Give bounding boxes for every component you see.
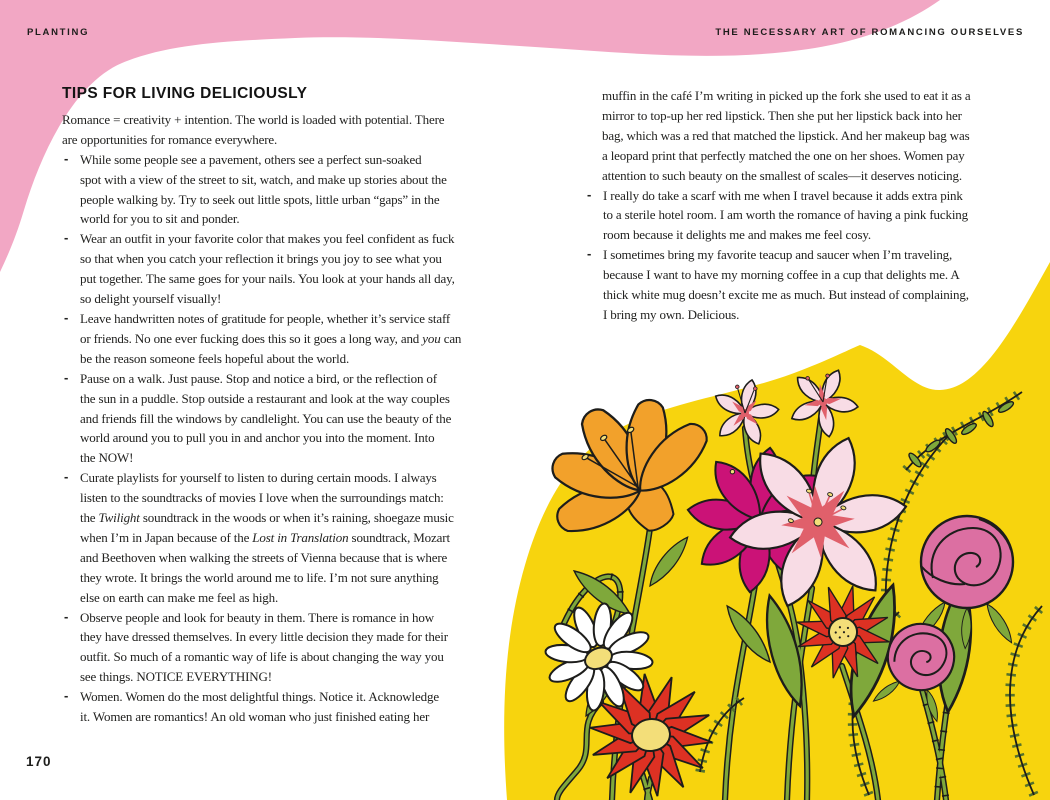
bullet-marker: - (64, 469, 69, 485)
bullet-marker: - (64, 150, 69, 166)
list-item (62, 608, 486, 688)
list-item (62, 309, 486, 369)
list-item-text: Wear an outfit in your favorite color that makes you feel confident as fuck so that when you catch your reflection it brings you joy to see what you put together. The same goes for your nails. You look at your hands all day, so delight yourself visually! (80, 231, 455, 307)
list-item (62, 229, 486, 309)
list-item-text: While some people see a pavement, others see a perfect sun-soaked spot with a view of the street to sit, watch, and make up stories about the people walking by. Try to seek out little spots, little urban “gaps” in the world for you to sit and ponder. (80, 151, 447, 227)
continuation-paragraph: muffin in the café I’m writing in picked up the fork she used to eat it as a mirror to top-up her red lipstick. Then she put her lipstick back into her bag, which was a red that matched the lipstick. And her makeup bag was a leopard print that perfectly matched the one on her shoes. Women pay attention to such beauty on the smallest of scales—it deserves noticing. (602, 88, 971, 183)
list-item (62, 150, 486, 230)
list-item-text: Pause on a walk. Just pause. Stop and notice a bird, or the reflection of the sun in a puddle. Stop outside a restaurant and look at the way couples and friends fill the windows by candlelight. You can use the beauty of the world around you to pull you in and anchor you into the moment. Into the NOW! (80, 370, 452, 466)
tips-list-right (585, 186, 1009, 325)
running-head-right: THE NECESSARY ART OF ROMANCING OURSELVES (715, 27, 1024, 38)
list-item-text: I really do take a scarf with me when I travel because it adds extra pink to a sterile hotel room. I am worth the romance of having a pink fucking room because it delights me and makes me feel cosy. (603, 187, 969, 243)
list-item-text: I sometimes bring my favorite teacup and saucer when I’m traveling, because I want to have my morning coffee in a cup that delights me. A thick white mug doesn’t excite me as much. But instead of complaining, I bring my own. Delicious. (603, 247, 969, 322)
bullet-marker: - (64, 688, 69, 704)
list-item (62, 468, 486, 607)
running-head-left: PLANTING (27, 27, 90, 38)
list-item (62, 369, 486, 469)
list-item (585, 245, 1009, 325)
intro-paragraph: Romance = creativity + intention. The world is loaded with potential. There are opportunities for romance everywhere. (62, 111, 445, 147)
bullet-marker: - (64, 608, 69, 624)
bullet-marker: - (64, 230, 69, 246)
bullet-marker: - (64, 309, 69, 325)
page-title: TIPS FOR LIVING DELICIOUSLY (62, 85, 308, 102)
list-item-text: Women. Women do the most delightful things. Notice it. Acknowledge it. Women are romantics! An old woman who just finished eating her (80, 689, 439, 725)
list-item (585, 186, 1009, 246)
list-item-text: Curate playlists for yourself to listen to during certain moods. I always listen to the soundtracks of movies I love when the surroundings match: the Twilight soundtrack in the woods or when it’s raining, shoegaze music when I’m in Japan because of the Lost in Translation soundtrack, Mozart and Beethoven when walking the streets of Vienna because that is where they wrote. It brings the world around me to life. I’m not sure anything else on earth can make me feel as high. (80, 470, 454, 605)
bullet-marker: - (64, 369, 69, 385)
page-number: 170 (26, 754, 52, 769)
right-page-text-column (585, 86, 1009, 325)
list-item-text: Leave handwritten notes of gratitude for people, whether it’s service staff or friends. No one ever fucking does this so it goes a long way, and you can be the reason someone feels hopeful about the world. (80, 310, 462, 366)
bullet-marker: - (587, 246, 592, 262)
left-page-text-column (62, 84, 486, 727)
bullet-marker: - (587, 186, 592, 202)
tips-list-left (62, 150, 486, 727)
list-item (62, 687, 486, 727)
list-item-text: Observe people and look for beauty in them. There is romance in how they have dressed themselves. In every little decision they made for their outfit. So much of a romantic way of life is about changing the way you see things. NOTICE EVERYTHING! (80, 609, 448, 685)
